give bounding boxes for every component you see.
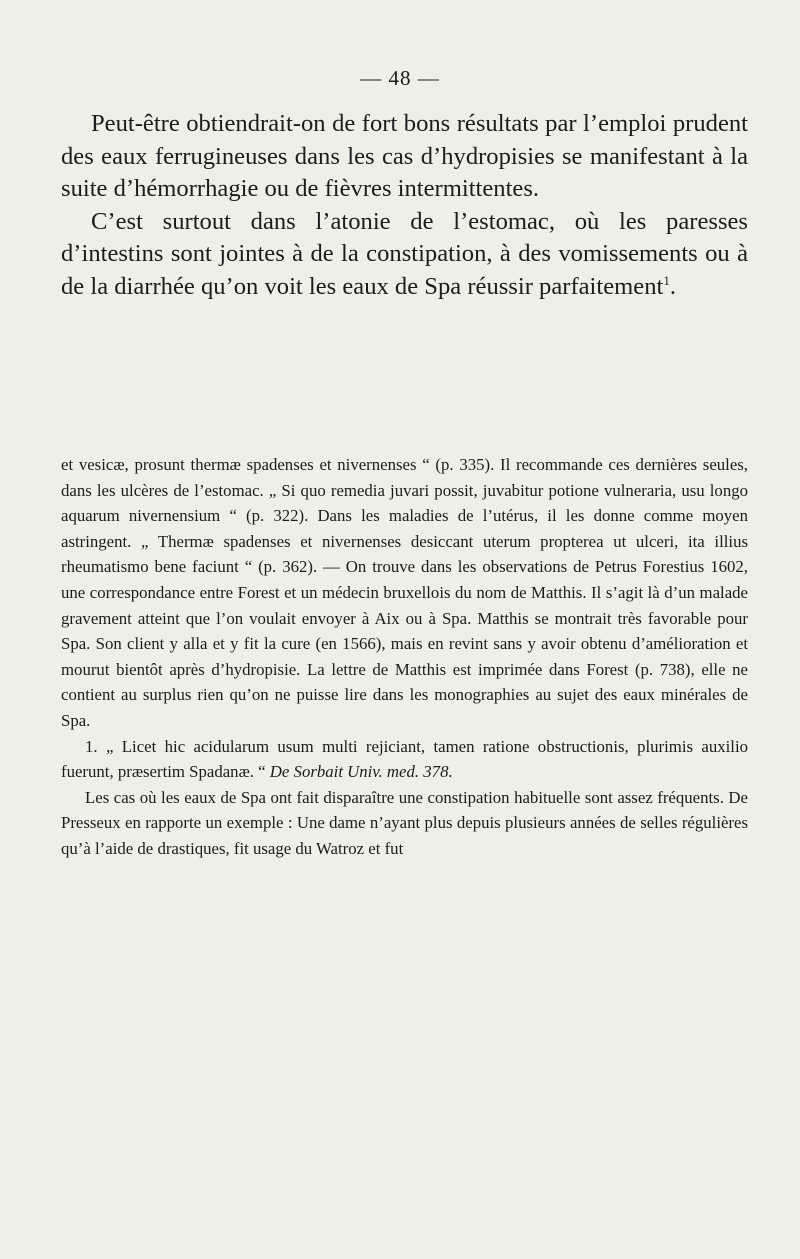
page-number: — 48 — bbox=[360, 66, 440, 90]
footnote-1-continuation: Les cas où les eaux de Spa ont fait disparaître une constipation habituelle sont assez fréquents. De Presseux en rapporte un exemple : Une dame n’ayant plus depuis plusieurs années de selles régulières qu’à l’aide de drastiques, fit usage du Watroz et fut bbox=[61, 787, 748, 858]
footnote-1-marker: 1. bbox=[85, 736, 98, 756]
main-text bbox=[61, 108, 748, 304]
footnote-ref-1[interactable]: 1 bbox=[663, 272, 670, 288]
footnote-1 bbox=[61, 734, 748, 785]
paragraph-1: Peut-être obtiendrait-on de fort bons résultats par l’emploi prudent des eaux ferrugineuses dans les cas d’hydropisies se manifestant à la suite d’hémorrhagie ou de fièvres intermittentes. bbox=[61, 110, 748, 203]
paragraph-2-end: . bbox=[669, 272, 676, 300]
paragraph-2-text: C’est surtout dans l’atonie de l’estomac, où les paresses d’intestins sont jointes à de la constipation, à des vomissements ou à de la diarrhée qu’on voit les eaux de Spa réussir parfaitement bbox=[61, 207, 748, 300]
paragraph-2 bbox=[61, 206, 748, 304]
footnote-1-text: „ Licet hic acidularum usum multi rejiciant, tamen ratione obstructionis, plurimis auxilio fuerunt, præsertim Spadanæ. “ bbox=[61, 736, 748, 782]
footnote-1-source: De Sorbait Univ. med. 378. bbox=[269, 762, 453, 782]
footnote-continued: et vesicæ, prosunt thermæ spadenses et nivernenses “ (p. 335). Il recommande ces dernières seules, dans les ulcères de l’estomac. „ Si quo remedia juvari possit, juvabitur potione vulneraria, usu longo aquarum nivernensium “ (p. 322). Dans les maladies de l’utérus, il les donne comme moyen astringent. „ Thermæ spadenses et nivernenses desiccant uterum propterea ut ulceri, ita illius rheumatismo bene faciunt “ (p. 362). — On trouve dans les observations de Petrus Forestius 1602, une correspondance entre Forest et un médecin bruxellois du nom de Matthis. Il s’agit là d’un malade gravement atteint que l’on voulait envoyer à Aix ou à Spa. Matthis se montrait très favorable pour Spa. Son client y alla et y fit la cure (en 1566), mais en revint sans y avoir obtenu d’amélioration et mourut bientôt après d’hydropisie. La lettre de Matthis est imprimée dans Forest (p. 738), elle ne contient au surplus rien qu’on ne puisse lire dans les monographies au sujet des eaux minérales de Spa. bbox=[61, 455, 748, 730]
footnotes bbox=[61, 452, 748, 862]
